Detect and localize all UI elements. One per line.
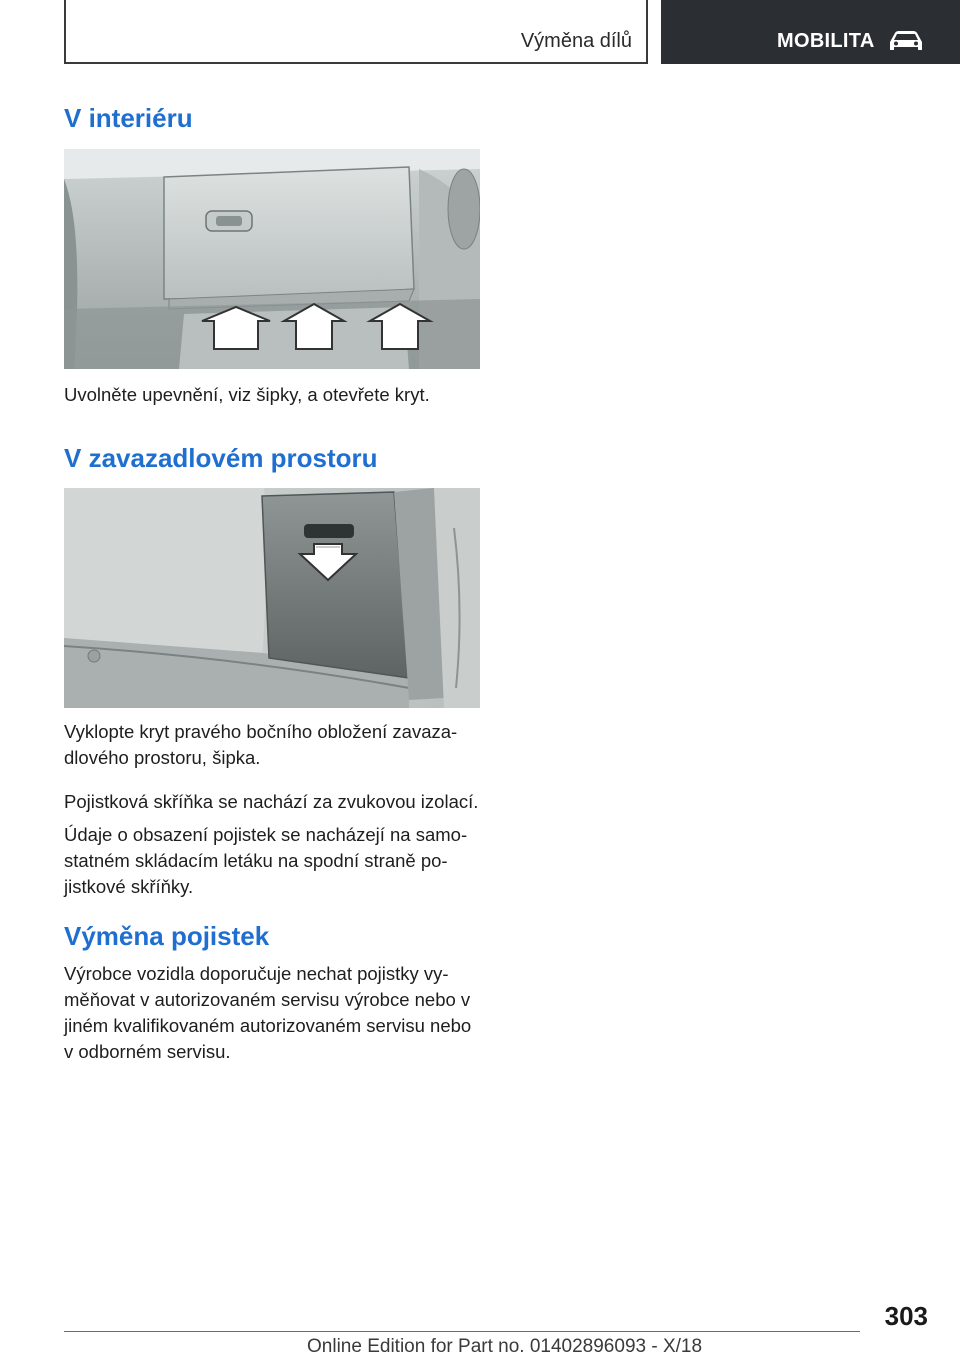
footer-divider	[64, 1331, 860, 1332]
paragraph-fusebox-location: Pojistková skříňka se nachází za zvukovou izolací.	[64, 791, 479, 812]
heading-interior: V interiéru	[64, 103, 193, 133]
paragraph-replacement-line-4: v odborném servisu.	[64, 1041, 231, 1062]
paragraph-replacement-line-2: měňovat v autorizovaném servisu výrobce nebo v	[64, 989, 471, 1010]
header-section-title: Výměna dílů	[520, 30, 632, 52]
heading-trunk: V zavazadlovém prostoru	[64, 443, 378, 473]
paragraph-fuse-info-line-1: Údaje o obsazení pojistek se nacházejí na samo-	[64, 824, 468, 845]
paragraph-fuse-info-line-3: jistkové skříňky.	[64, 876, 194, 897]
trunk-panel-illustration	[64, 488, 480, 708]
caption-interior: Uvolněte upevnění, viz šipky, a otevřete kryt.	[64, 384, 430, 405]
footer-edition-text: Online Edition for Part no. 01402896093 - X/18	[307, 1336, 703, 1357]
glovebox-illustration	[64, 149, 480, 369]
header-chapter-box	[661, 0, 960, 64]
page-number: 303	[884, 1301, 928, 1331]
paragraph-replacement-line-3: jiném kvalifikovaném autorizovaném servisu nebo	[64, 1015, 472, 1036]
paragraph-replacement-line-1: Výrobce vozidla doporučuje nechat pojistky vy-	[64, 963, 449, 984]
header-section-box	[64, 0, 648, 64]
header-chapter-title: MOBILITA	[777, 30, 875, 52]
car-icon	[887, 28, 925, 54]
paragraph-trunk-line-2: dlového prostoru, šipka.	[64, 747, 261, 768]
heading-fuse-replacement: Výměna pojistek	[64, 921, 270, 951]
paragraph-trunk-line-1: Vyklopte kryt pravého bočního obložení zavaza-	[64, 721, 458, 742]
paragraph-fuse-info-line-2: statném skládacím letáku na spodní straně po-	[64, 850, 448, 871]
